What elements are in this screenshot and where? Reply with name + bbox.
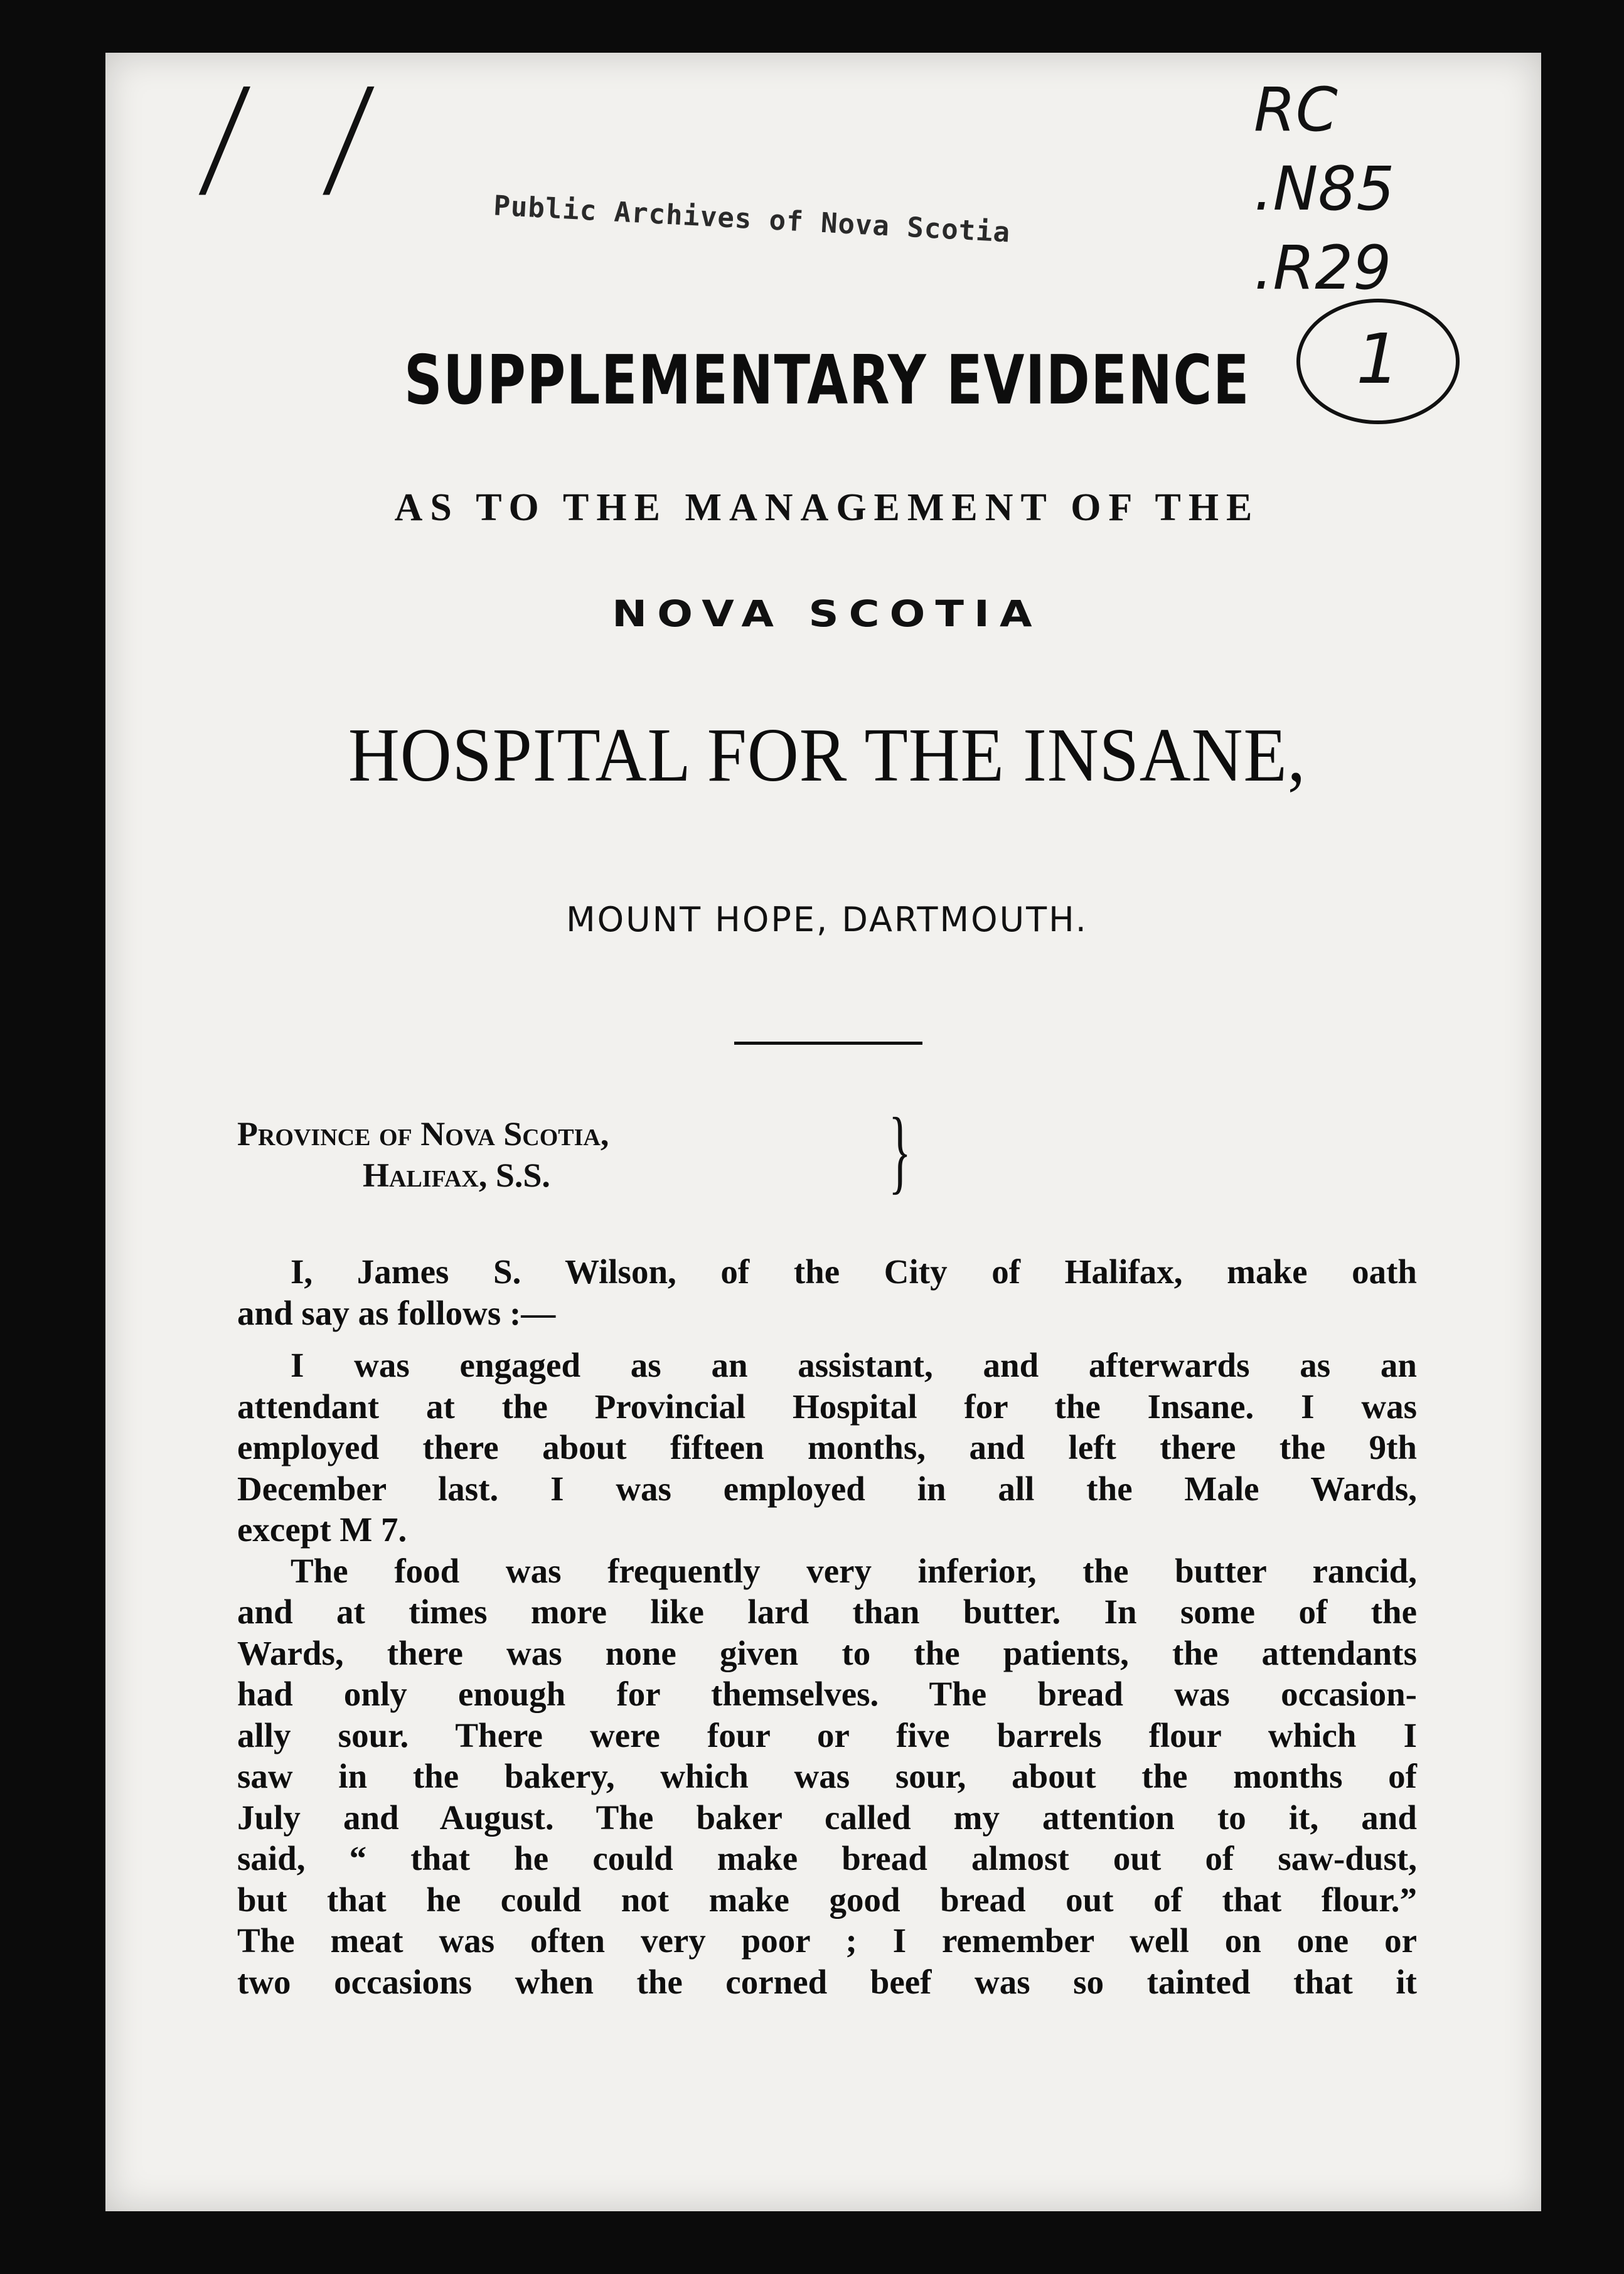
body-line: Wards, there was none given to the patients, the attendants xyxy=(237,1633,1417,1672)
venue-county: Halifax, S.S. xyxy=(363,1156,550,1194)
title-location: MOUNT HOPE, DARTMOUTH. xyxy=(566,900,1088,939)
archive-stamp: Public Archives of Nova Scotia xyxy=(493,190,1012,249)
handwritten-call-number xyxy=(1254,70,1505,307)
body-line: and say as follows :— xyxy=(237,1293,556,1332)
affidavit-body xyxy=(237,1251,1417,2002)
body-line: employed there about fifteen months, and left there the 9th xyxy=(237,1428,1417,1466)
body-line: but that he could not make good bread out of that flour.” xyxy=(237,1880,1417,1919)
section-divider xyxy=(734,1042,922,1045)
handwritten-slashes: / / xyxy=(195,60,398,214)
title-hospital: HOSPITAL FOR THE INSANE, xyxy=(348,713,1306,798)
document-page xyxy=(105,53,1541,2211)
body-line: saw in the bakery, which was sour, about the months of xyxy=(237,1757,1417,1795)
circled-page-number: 1 xyxy=(1296,299,1460,424)
body-line: attendant at the Provincial Hospital for the Insane. I was xyxy=(237,1387,1417,1426)
call-number-line-2: .N85 xyxy=(1254,154,1395,224)
venue-brace: } xyxy=(889,1099,911,1203)
body-line: and at times more like lard than butter. In some of the xyxy=(237,1593,1417,1631)
body-line: two occasions when the corned beef was so tainted that it xyxy=(237,1962,1417,2001)
call-number-line-3: .R29 xyxy=(1254,233,1392,303)
body-line: I, James S. Wilson, of the City of Halifax, make oath xyxy=(291,1252,1417,1291)
body-line: July and August. The baker called my attention to it, and xyxy=(237,1798,1417,1837)
body-line: except M 7. xyxy=(237,1510,407,1549)
body-line: had only enough for themselves. The bread was occasion- xyxy=(237,1675,1417,1713)
body-line: said, “ that he could make bread almost out of saw-dust, xyxy=(237,1839,1417,1877)
title-management: AS TO THE MANAGEMENT OF THE xyxy=(394,486,1260,529)
body-line: ally sour. There were four or five barrels flour which I xyxy=(237,1716,1417,1754)
venue-block xyxy=(237,1113,609,1196)
title-supplementary-evidence: SUPPLEMENTARY EVIDENCE xyxy=(403,341,1251,420)
call-number-line-1: RC xyxy=(1254,75,1338,145)
title-nova-scotia: NOVA SCOTIA xyxy=(612,592,1042,635)
body-line: The food was frequently very inferior, the butter rancid, xyxy=(291,1551,1417,1590)
bleed-through-texture xyxy=(250,260,1423,301)
body-line: December last. I was employed in all the Male Wards, xyxy=(237,1469,1417,1508)
venue-province: Province of Nova Scotia, xyxy=(237,1115,609,1153)
body-line: I was engaged as an assistant, and afterwards as an xyxy=(291,1346,1417,1384)
body-line: The meat was often very poor ; I remember well on one or xyxy=(237,1921,1417,1960)
paragraph-gap xyxy=(237,1333,1417,1345)
